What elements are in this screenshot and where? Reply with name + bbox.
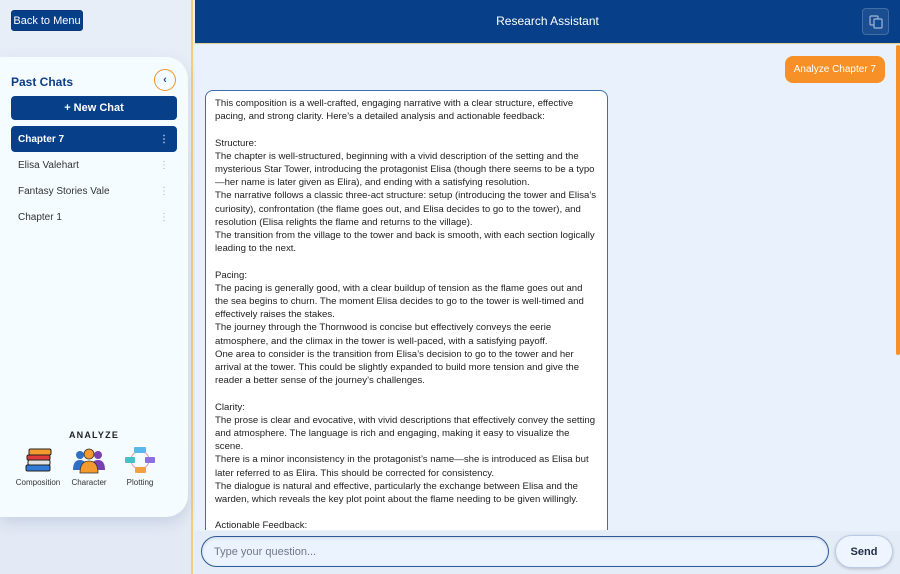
input-bar [195,531,900,574]
past-chats-sidebar [0,57,188,517]
more-options-icon[interactable]: ⋮ [159,211,169,223]
paragraph-gap [215,255,598,268]
chat-item-fantasy-stories-vale[interactable] [11,178,177,204]
character-label: Character [71,478,107,487]
composition-label: Composition [15,478,61,487]
chevron-left-icon: ‹ [163,74,167,86]
assistant-message [205,90,608,530]
message-paragraph: The journey through the Thornwood is concise but effectively conveys the eerie atmosphere, and the climax in the tower is well-paced, with a satisfying payoff. [215,322,552,347]
message-paragraph: The chapter is well-structured, beginning with a vivid description of the setting and the mysterious Star Tower, introducing the protagonist Elisa (though there seems to be a typo—her name is later given as Elira), and ending with a satisfying resolution. [215,150,595,189]
page-title: Research Assistant [496,14,599,28]
message-paragraph: This composition is a well-crafted, engaging narrative with a clear structure, effective pacing, and strong clarity. Here’s a detailed analysis and actionable feedback: [215,98,574,123]
more-options-icon[interactable]: ⋮ [159,133,169,145]
app-header [195,0,900,44]
message-paragraph: One area to consider is the transition from Elisa’s decision to go to the tower and her arrival at the tower. This could be slightly expanded to build more tension and give the reader a better sense of the journey’s challenges. [215,348,580,387]
chat-area [195,45,900,574]
chat-item-label: Chapter 7 [18,133,65,145]
back-to-menu-button[interactable]: Back to Menu [11,10,83,31]
past-chats-title: Past Chats [11,75,74,89]
message-paragraph: Pacing: [215,269,247,281]
message-paragraph: Clarity: [215,401,245,413]
message-paragraph: Actionable Feedback: [215,520,308,532]
paragraph-gap [215,123,598,136]
plotting-label: Plotting [126,478,154,487]
chat-item-chapter-1[interactable] [11,204,177,230]
chat-item-label: Elisa Valehart [18,159,79,171]
message-paragraph: The transition from the village to the tower and back is smooth, with each section logically leading to the next. [215,230,595,255]
message-paragraph: The dialogue is natural and effective, particularly the exchange between Elisa and the warden, which reveals the key plot point about the flame needing to be given willingly. [215,480,579,506]
analyze-section-title: ANALYZE [68,430,120,440]
analyze-tools [14,446,164,487]
copy-button[interactable] [862,8,889,35]
left-column [0,0,193,574]
user-message: Analyze Chapter 7 [785,56,885,83]
paragraph-gap [215,387,598,400]
message-paragraph: The narrative follows a classic three-act structure: setup (introducing the tower and Elisa’s curiosity), confrontation (the flame goes out, and Elisa decides to go to the tower), and resolution (Elisa relights the flame and returns to the village). [215,190,597,228]
flowchart-icon [124,446,156,474]
message-paragraph: The prose is clear and evocative, with vivid descriptions that effectively convey the setting and atmosphere. The language is rich and engaging, making it easy to visualize the scene. [215,414,596,453]
plotting-tool-button[interactable] [116,446,164,487]
question-input[interactable] [201,536,829,567]
copy-icon [869,15,883,29]
more-options-icon[interactable]: ⋮ [159,185,169,197]
chat-item-elisa-valehart[interactable] [11,152,177,178]
send-button[interactable]: Send [835,535,893,568]
people-icon [73,446,105,474]
chat-item-label: Fantasy Stories Vale [18,185,110,197]
composition-tool-button[interactable] [14,446,62,487]
more-options-icon[interactable]: ⋮ [159,159,169,171]
chat-item-chapter-7[interactable] [11,126,177,152]
character-tool-button[interactable] [65,446,113,487]
message-paragraph: Structure: [215,137,257,149]
chat-item-label: Chapter 1 [18,211,62,223]
chat-scrollbar[interactable] [896,45,900,355]
paragraph-gap [215,506,598,519]
chat-list [11,126,177,230]
message-paragraph: There is a minor inconsistency in the protagonist’s name—she is introduced as Elisa but later referred to as Elira. This should be corrected for consistency. [215,454,589,479]
message-paragraph: The pacing is generally good, with a clear buildup of tension as the flame goes out and the sea begins to churn. The moment Elisa decides to go to the tower is well-timed and effectively raises the stakes. [215,282,584,321]
collapse-sidebar-button[interactable] [154,69,176,91]
new-chat-button[interactable]: + New Chat [11,96,177,120]
books-icon [22,446,54,474]
